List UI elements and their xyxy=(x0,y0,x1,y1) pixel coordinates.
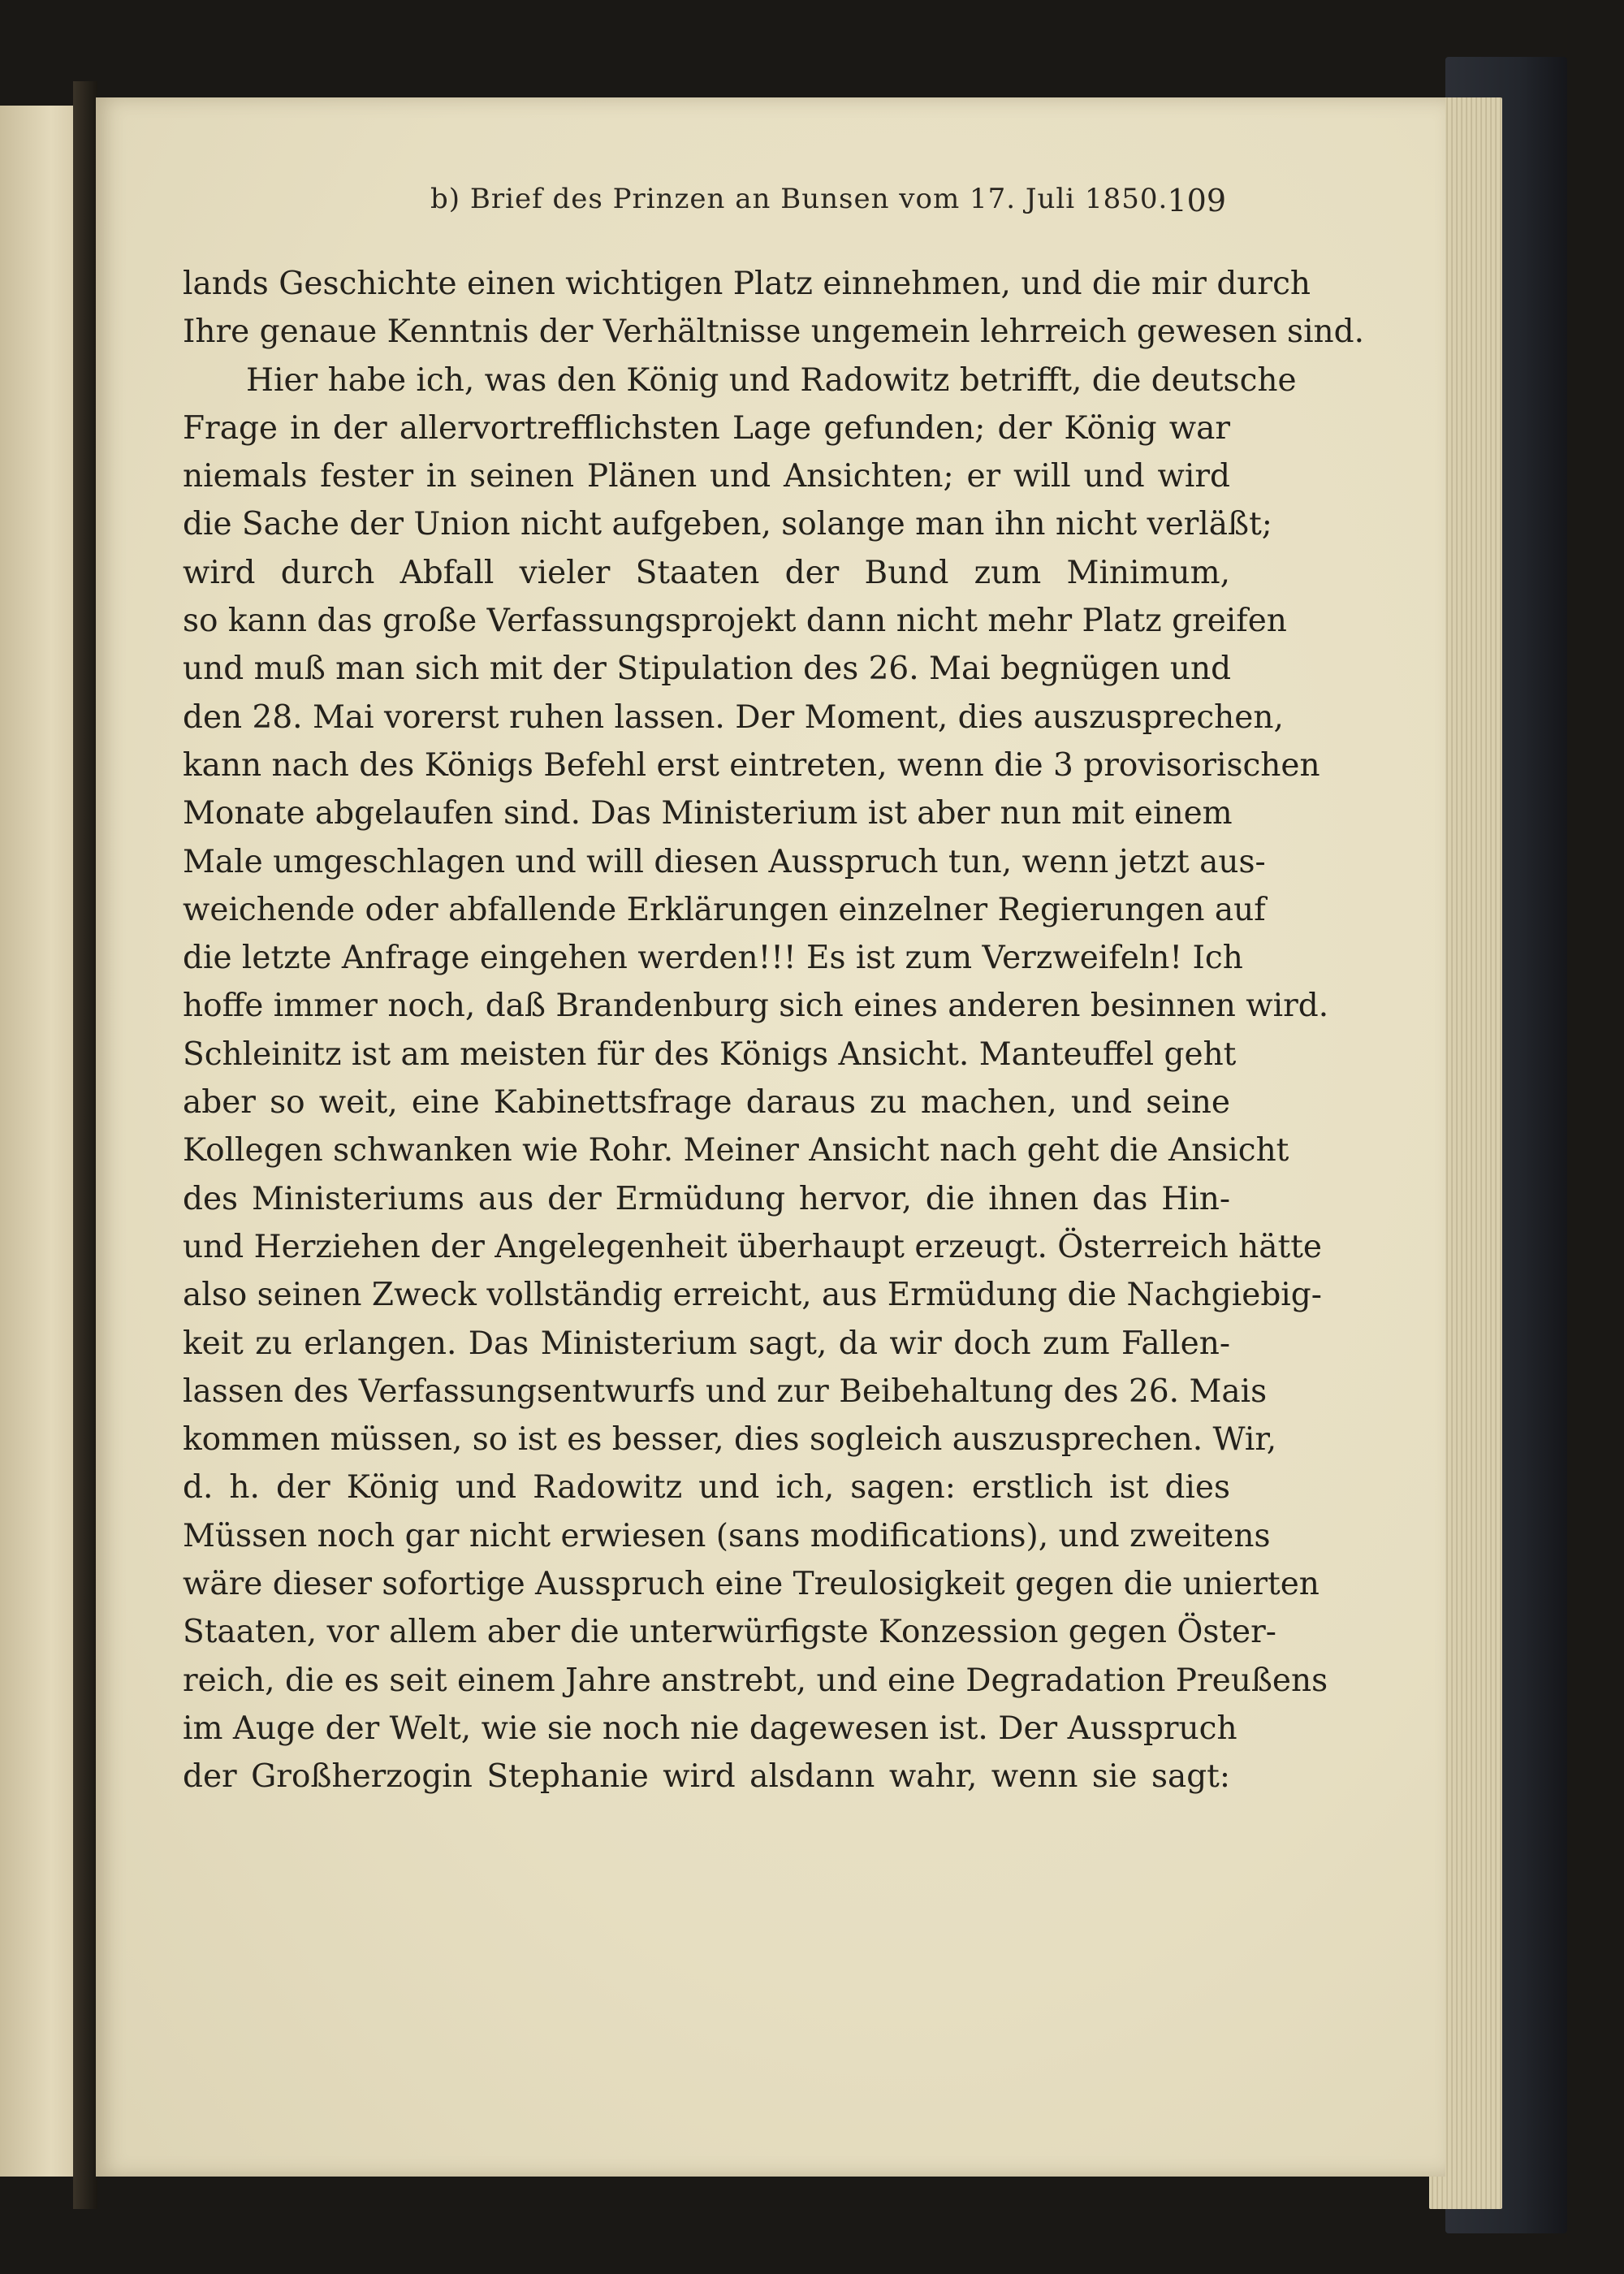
text-line: lands Geschichte einen wichtigen Platz einnehmen, und die mir durch xyxy=(183,266,1311,302)
text-line: also seinen Zweck vollständig erreicht, aus Ermüdung die Nachgiebig- xyxy=(183,1277,1322,1314)
text-line: der Großherzogin Stephanie wird alsdann wahr, wenn sie sagt: xyxy=(183,1758,1230,1796)
text-line: weichende oder abfallende Erklärungen einzelner Regierungen auf xyxy=(183,891,1266,928)
text-line: d. h. der König und Radowitz und ich, sagen: erstlich ist dies xyxy=(183,1469,1230,1507)
text-line: hoffe immer noch, daß Brandenburg sich eines anderen besinnen wird. xyxy=(183,988,1329,1025)
text-line: lassen des Verfassungsentwurfs und zur Beibehaltung des 26. Mais xyxy=(183,1373,1268,1410)
text-line: Staaten, vor allem aber die unterwürfigste Konzession gegen Öster- xyxy=(183,1614,1276,1651)
text-line: Müssen noch gar nicht erwiesen (sans modifications), und zweitens xyxy=(183,1517,1271,1554)
page-number: 109 xyxy=(1167,183,1226,218)
text-line: keit zu erlangen. Das Ministerium sagt, da wir doch zum Fallen- xyxy=(183,1325,1230,1362)
text-line: Schleinitz ist am meisten für des Königs Ansicht. Manteuffel geht xyxy=(183,1035,1237,1073)
text-line: Hier habe ich, was den König und Radowitz betrifft, die deutsche xyxy=(246,361,1297,399)
text-line: im Auge der Welt, wie sie noch nie dagewesen ist. Der Ausspruch xyxy=(183,1710,1237,1747)
text-line: und muß man sich mit der Stipulation des 26. Mai begnügen und xyxy=(183,651,1232,688)
text-line: kann nach des Königs Befehl erst eintreten, wenn die 3 provisorischen xyxy=(183,746,1320,784)
text-line: Kollegen schwanken wie Rohr. Meiner Ansicht nach geht die Ansicht xyxy=(183,1132,1289,1169)
text-line: den 28. Mai vorerst ruhen lassen. Der Moment, dies auszusprechen, xyxy=(183,698,1284,736)
text-line: wird durch Abfall vieler Staaten der Bund zum Minimum, xyxy=(183,554,1230,591)
text-line: Male umgeschlagen und will diesen Ausspruch tun, wenn jetzt aus- xyxy=(183,843,1266,880)
text-line: niemals fester in seinen Plänen und Ansichten; er will und wird xyxy=(183,458,1230,495)
body-text xyxy=(183,260,1365,1801)
text-line: die letzte Anfrage eingehen werden!!! Es ist zum Verzweifeln! Ich xyxy=(183,940,1243,977)
text-line: reich, die es seit einem Jahre anstrebt, und eine Degradation Preußens xyxy=(183,1662,1328,1699)
text-line: des Ministeriums aus der Ermüdung hervor, die ihnen das Hin- xyxy=(183,1180,1230,1217)
running-head: b) Brief des Prinzen an Bunsen vom 17. Juli 1850. xyxy=(430,183,1168,215)
page-header xyxy=(187,183,1226,248)
text-line: wäre dieser sofortige Ausspruch eine Treulosigkeit gegen die unierten xyxy=(183,1566,1320,1603)
text-line: aber so weit, eine Kabinettsfrage daraus zu machen, und seine xyxy=(183,1084,1230,1122)
text-line: Monate abgelaufen sind. Das Ministerium ist aber nun mit einem xyxy=(183,795,1233,832)
text-line: Frage in der allervortrefflichsten Lage gefunden; der König war xyxy=(183,409,1230,447)
text-line: Ihre genaue Kenntnis der Verhältnisse ungemein lehrreich gewesen sind. xyxy=(183,313,1365,351)
text-line: kommen müssen, so ist es besser, dies sogleich auszusprechen. Wir, xyxy=(183,1421,1277,1459)
text-line: die Sache der Union nicht aufgeben, solange man ihn nicht verläßt; xyxy=(183,506,1272,543)
text-line: so kann das große Verfassungsprojekt dann nicht mehr Platz greifen xyxy=(183,603,1287,640)
left-page-edge xyxy=(0,106,73,2177)
book-gutter xyxy=(73,81,97,2209)
text-line: und Herziehen der Angelegenheit überhaupt erzeugt. Österreich hätte xyxy=(183,1228,1322,1265)
